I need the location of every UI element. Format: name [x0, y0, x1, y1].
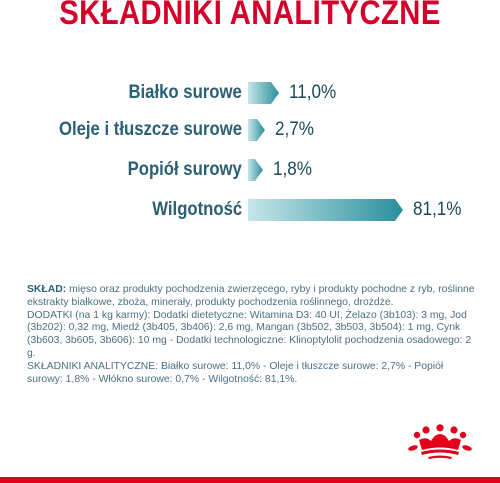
additives-paragraph: DODATKI (na 1 kg karmy): Dodatki dietetyczne: Witamina D3: 40 UI, Żelazo (3b103): 3 mg, Jod (3b202): 0,32 mg, Miedź (3b405, 3b406): 2,6 mg, Mangan (3b502, 3b503, 3b504): 1 mg, Cynk (3b603, 3b605, 3b606): 10 mg - Dodatki technologiczne: Klinoptylolit pochodzenia osadowego: 2 g.	[27, 309, 472, 359]
nutrient-bar-shape	[248, 199, 403, 221]
nutrient-bar-fill	[248, 119, 265, 141]
nutrient-row-ash	[0, 155, 500, 185]
nutrient-label: Wilgotność	[152, 199, 242, 220]
nutrient-value: 2,7%	[275, 119, 314, 140]
nutrient-bar	[248, 159, 263, 181]
nutrient-value: 11,0%	[289, 82, 337, 103]
nutrient-bar	[248, 119, 265, 141]
nutrient-value: 1,8%	[273, 159, 312, 180]
nutrient-bar-shape	[248, 159, 263, 181]
bottom-rule	[0, 477, 500, 483]
composition-lead: SKŁAD:	[27, 284, 67, 295]
composition-text	[27, 284, 477, 386]
analytical-paragraph: SKŁADNIKI ANALITYCZNE: Białko surowe: 11,0% - Oleje i tłuszcze surowe: 2,7% - Popiół surowy: 1,8% - Włókno surowe: 0,7% - Wilgotność: 81,1%.	[27, 360, 444, 385]
nutrient-label: Białko surowe	[128, 82, 242, 103]
nutrient-bar-fill	[248, 159, 263, 181]
nutrient-value: 81,1%	[413, 199, 462, 220]
nutrient-label: Oleje i tłuszcze surowe	[58, 119, 242, 140]
nutrient-row-protein	[0, 78, 500, 108]
ingredients-paragraph	[27, 284, 477, 310]
crown-icon	[407, 424, 473, 464]
nutrient-row-moisture	[0, 195, 500, 225]
ingredients-text: mięso oraz produkty pochodzenia zwierzęcego, ryby i produkty pochodne z ryb, roślinne ekstrakty białkowe, zboża, minerały, produkty pochodzenia roślinnego, drożdże.	[27, 284, 475, 308]
nutrient-bar-fill	[248, 199, 403, 221]
nutrient-row-fat	[0, 115, 500, 145]
nutrient-bar-shape	[248, 82, 279, 104]
nutrient-bar-shape	[248, 119, 265, 141]
nutrient-label: Popiół surowy	[127, 159, 242, 180]
nutrient-bar	[248, 199, 403, 221]
nutrient-bar-fill	[248, 82, 279, 104]
page-title: SKŁADNIKI ANALITYCZNE	[59, 0, 441, 32]
nutrient-bar	[248, 82, 279, 104]
